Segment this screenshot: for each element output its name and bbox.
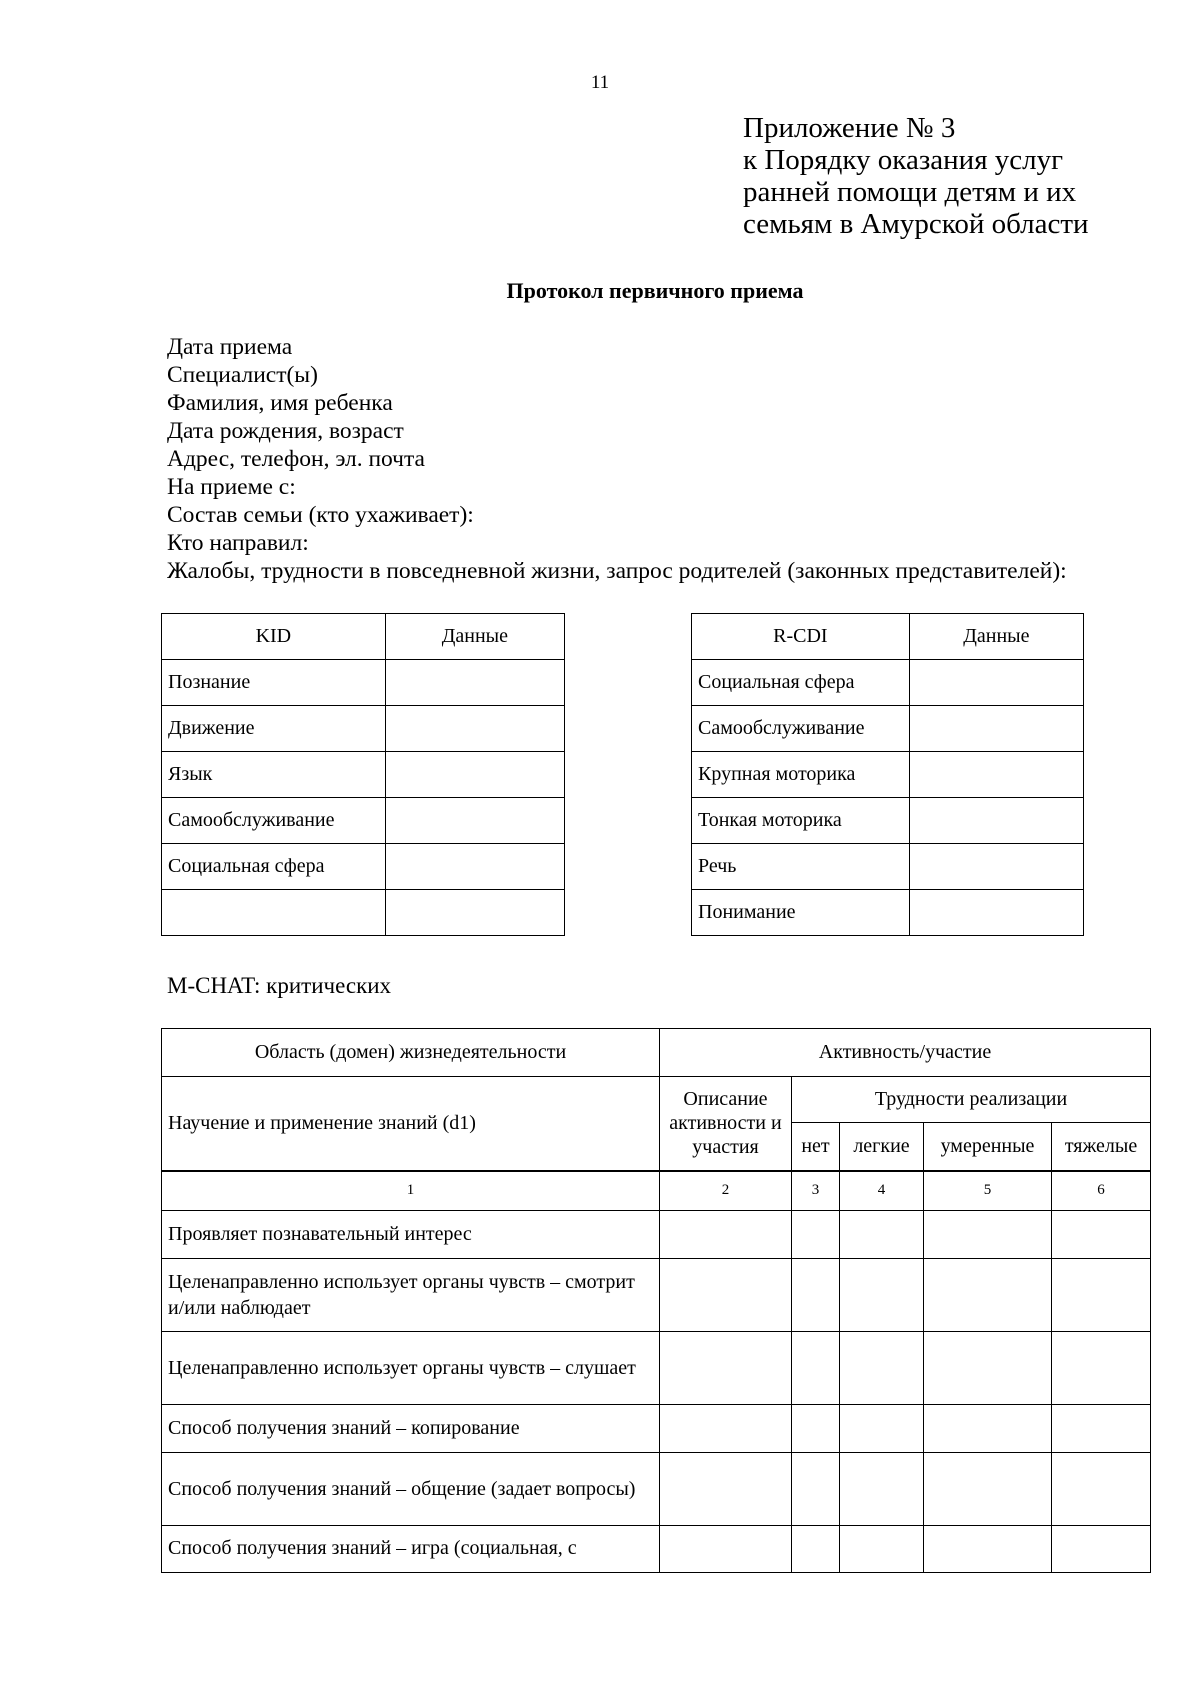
- field-label: Состав семьи (кто ухаживает):: [167, 502, 474, 528]
- field-label: Специалист(ы): [167, 362, 318, 388]
- appendix-line: Приложение № 3: [743, 112, 956, 144]
- data-cell[interactable]: [909, 798, 1083, 844]
- rating-cell[interactable]: [924, 1258, 1052, 1331]
- page-number: 11: [590, 72, 610, 93]
- table-row: [162, 752, 565, 798]
- data-cell[interactable]: [909, 660, 1083, 706]
- appendix-line: ранней помощи детям и их: [743, 176, 1077, 208]
- table-subheader-row: [162, 1077, 1151, 1123]
- field-label: Дата рождения, возраст: [167, 418, 404, 444]
- rating-cell[interactable]: [924, 1331, 1052, 1404]
- description-cell[interactable]: [660, 1258, 792, 1331]
- kid-table: [161, 613, 565, 936]
- table-row: [162, 1404, 1151, 1452]
- table-row: [162, 706, 565, 752]
- column-number: 4: [840, 1171, 924, 1211]
- table-cell: Понимание: [692, 890, 910, 936]
- rating-cell[interactable]: [924, 1525, 1052, 1572]
- field-label: Жалобы, трудности в повседневной жизни, запрос родителей (законных представителей):: [167, 558, 1067, 584]
- rating-cell[interactable]: [840, 1404, 924, 1452]
- field-label: Фамилия, имя ребенка: [167, 390, 393, 416]
- activity-cell: Целенаправленно использует органы чувств – смотрит и/или наблюдает: [162, 1258, 660, 1331]
- column-number: 5: [924, 1171, 1052, 1211]
- rating-cell[interactable]: [840, 1258, 924, 1331]
- field-label: На приеме с:: [167, 474, 296, 500]
- activity-cell: Способ получения знаний – игра (социальная, с: [162, 1525, 660, 1572]
- data-cell[interactable]: [909, 844, 1083, 890]
- rating-cell[interactable]: [1052, 1404, 1151, 1452]
- table-row: [692, 660, 1084, 706]
- activity-cell: Целенаправленно использует органы чувств – слушает: [162, 1331, 660, 1404]
- data-cell[interactable]: [385, 752, 564, 798]
- column-number: 3: [792, 1171, 840, 1211]
- table-row: [692, 890, 1084, 936]
- table-row: [162, 1452, 1151, 1525]
- mchat-label: M-CHAT: критических: [167, 973, 392, 998]
- description-cell[interactable]: [660, 1452, 792, 1525]
- rating-cell[interactable]: [840, 1210, 924, 1258]
- difficulty-level: нет: [792, 1123, 840, 1171]
- table-row: [692, 752, 1084, 798]
- table-cell: Тонкая моторика: [692, 798, 910, 844]
- table-cell: Речь: [692, 844, 910, 890]
- table-cell: Социальная сфера: [692, 660, 910, 706]
- domain-header: Область (домен) жизнедеятельности: [162, 1029, 660, 1077]
- table-row: [162, 844, 565, 890]
- field-label: Адрес, телефон, эл. почта: [167, 446, 425, 472]
- column-number: 1: [162, 1171, 660, 1211]
- difficulties-subheader: Трудности реализации: [792, 1077, 1151, 1123]
- rating-cell[interactable]: [924, 1452, 1052, 1525]
- data-cell[interactable]: [909, 890, 1083, 936]
- rcdi-table: [691, 613, 1084, 936]
- table-cell: Крупная моторика: [692, 752, 910, 798]
- rating-cell[interactable]: [1052, 1525, 1151, 1572]
- table-row: [162, 1210, 1151, 1258]
- table-header: KID: [162, 614, 386, 660]
- table-row: [162, 1258, 1151, 1331]
- activity-cell: Проявляет познавательный интерес: [162, 1210, 660, 1258]
- table-cell: Самообслуживание: [162, 798, 386, 844]
- data-cell[interactable]: [909, 752, 1083, 798]
- rating-cell[interactable]: [792, 1258, 840, 1331]
- appendix-line: семьям в Амурской области: [743, 208, 1089, 240]
- data-cell[interactable]: [385, 798, 564, 844]
- table-row: [162, 660, 565, 706]
- table-header-row: [162, 1029, 1151, 1077]
- table-cell: Язык: [162, 752, 386, 798]
- description-cell[interactable]: [660, 1210, 792, 1258]
- table-row: [692, 706, 1084, 752]
- data-cell[interactable]: [385, 890, 564, 936]
- activity-header: Активность/участие: [660, 1029, 1151, 1077]
- rating-cell[interactable]: [840, 1452, 924, 1525]
- description-cell[interactable]: [660, 1525, 792, 1572]
- document-title: Протокол первичного приема: [506, 278, 804, 303]
- domain-subheader: Научение и применение знаний (d1): [162, 1077, 660, 1171]
- table-cell: Самообслуживание: [692, 706, 910, 752]
- form-fields: [167, 333, 1067, 585]
- table-header: Данные: [385, 614, 564, 660]
- rating-cell[interactable]: [792, 1331, 840, 1404]
- difficulty-level: умеренные: [924, 1123, 1052, 1171]
- table-row: [162, 1525, 1151, 1572]
- appendix-line: к Порядку оказания услуг: [743, 144, 1064, 176]
- difficulty-level: легкие: [840, 1123, 924, 1171]
- rating-cell[interactable]: [840, 1525, 924, 1572]
- table-header: Данные: [909, 614, 1083, 660]
- rating-cell[interactable]: [924, 1210, 1052, 1258]
- appendix-header: [743, 112, 1089, 240]
- rating-cell[interactable]: [1052, 1210, 1151, 1258]
- table-header-row: [162, 614, 565, 660]
- column-number: 2: [660, 1171, 792, 1211]
- rating-cell[interactable]: [792, 1210, 840, 1258]
- data-cell[interactable]: [385, 706, 564, 752]
- description-cell[interactable]: [660, 1404, 792, 1452]
- data-cell[interactable]: [909, 706, 1083, 752]
- rating-cell[interactable]: [1052, 1258, 1151, 1331]
- table-header: R-CDI: [692, 614, 910, 660]
- description-subheader: Описание активности и участия: [660, 1077, 792, 1171]
- activity-cell: Способ получения знаний – копирование: [162, 1404, 660, 1452]
- table-cell: Движение: [162, 706, 386, 752]
- table-row: [692, 798, 1084, 844]
- data-cell[interactable]: [385, 660, 564, 706]
- field-label: Дата приема: [167, 334, 293, 360]
- rating-cell[interactable]: [792, 1404, 840, 1452]
- table-row: [692, 844, 1084, 890]
- rating-cell[interactable]: [840, 1331, 924, 1404]
- table-cell: Социальная сфера: [162, 844, 386, 890]
- rating-cell[interactable]: [1052, 1452, 1151, 1525]
- field-label: Кто направил:: [167, 530, 309, 556]
- table-row: [162, 798, 565, 844]
- column-numbers-row: [162, 1171, 1151, 1211]
- table-row: [162, 890, 565, 936]
- data-cell[interactable]: [385, 844, 564, 890]
- column-number: 6: [1052, 1171, 1151, 1211]
- description-cell[interactable]: [660, 1331, 792, 1404]
- activity-cell: Способ получения знаний – общение (задает вопросы): [162, 1452, 660, 1525]
- table-row: [162, 1331, 1151, 1404]
- rating-cell[interactable]: [1052, 1331, 1151, 1404]
- rating-cell[interactable]: [792, 1452, 840, 1525]
- rating-cell[interactable]: [792, 1525, 840, 1572]
- difficulty-level: тяжелые: [1052, 1123, 1151, 1171]
- table-cell: Познание: [162, 660, 386, 706]
- table-header-row: [692, 614, 1084, 660]
- rating-cell[interactable]: [924, 1404, 1052, 1452]
- icf-activity-table: [161, 1028, 1151, 1573]
- table-cell: [162, 890, 386, 936]
